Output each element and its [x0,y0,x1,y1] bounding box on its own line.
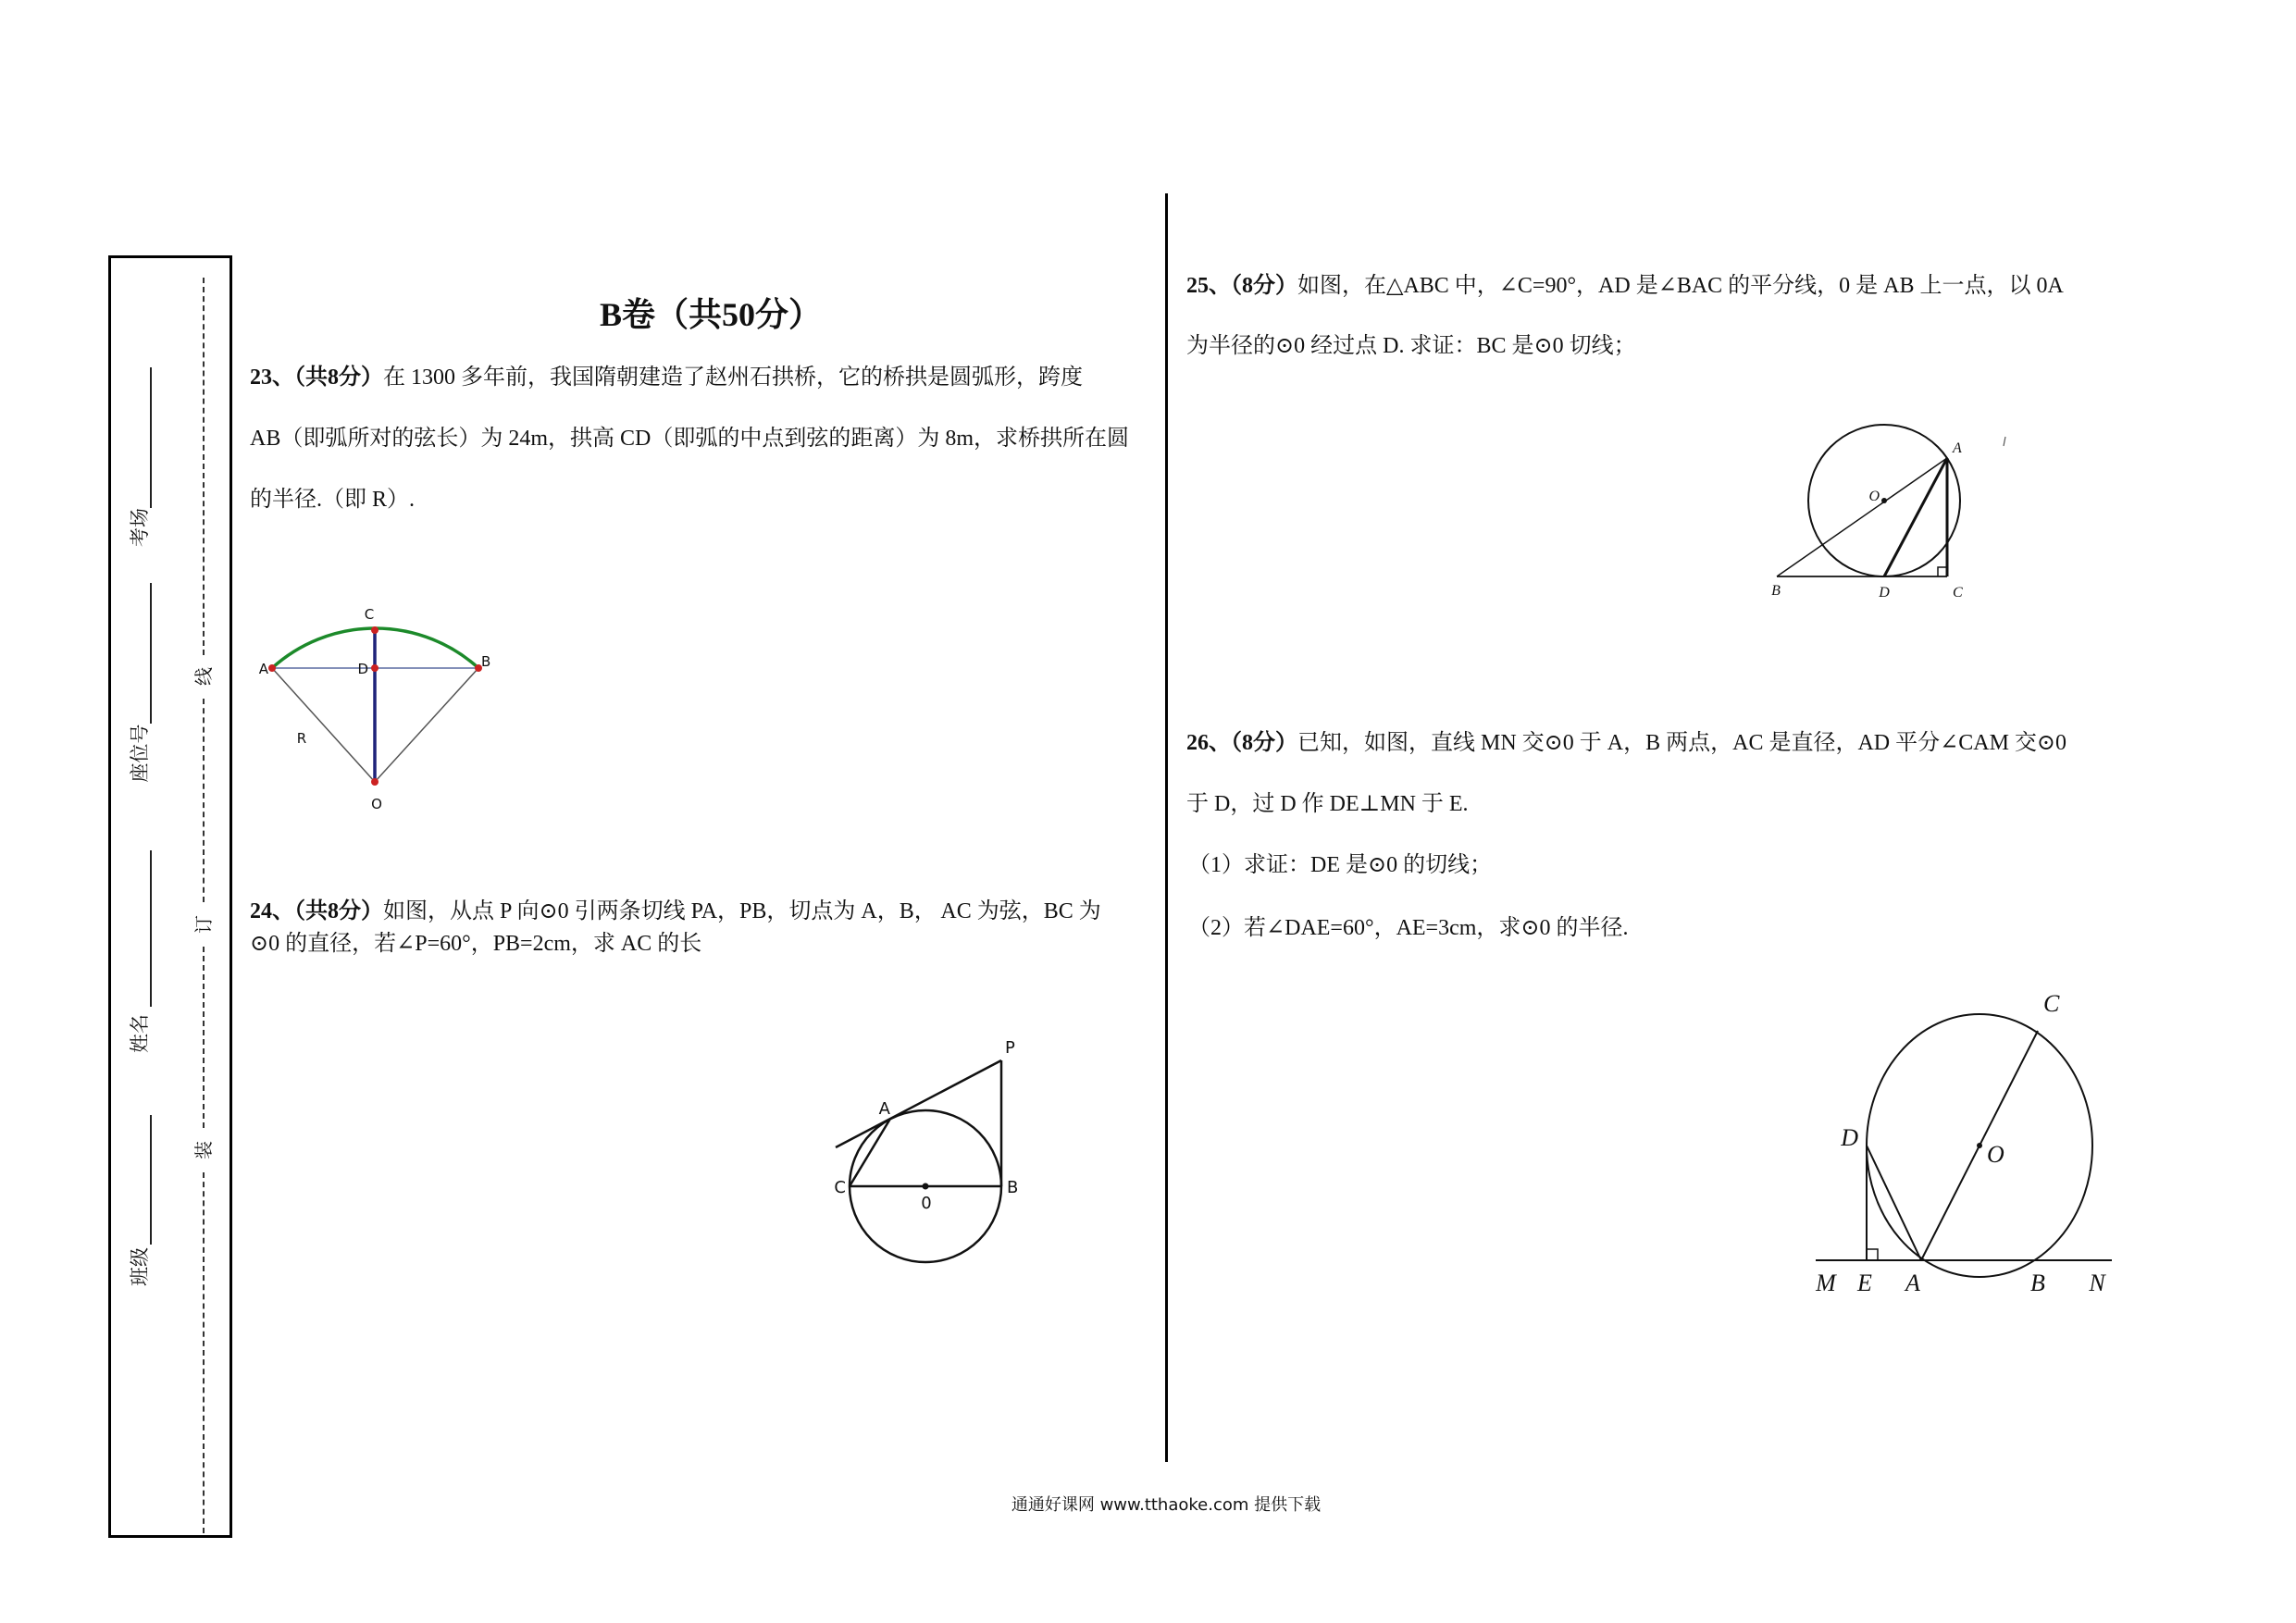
center-dot [923,1183,929,1190]
label-r: R [296,730,307,747]
label-e: E [1857,1270,1872,1296]
figure-26-circle-secant [1805,981,2119,1300]
q25-number: 25、（8分） [1186,274,1297,298]
label-o: O [1987,1141,2004,1168]
q23-line-3: 的半径.（即 R）. [250,488,416,512]
label-n: N [2089,1270,2105,1296]
figure-25-right-triangle [1758,416,2027,601]
right-angle-e [1867,1249,1878,1260]
field-exam-room: 考场 [129,508,151,547]
label-m: M [1816,1270,1836,1296]
q26-part-2: （2）若∠DAE=60°，AE=3cm，求⊙0 的半径. [1188,916,1629,940]
cut-line [203,278,205,655]
cut-line [203,1172,205,1533]
stray-tick [2004,437,2005,446]
label-c: C [1953,585,1963,601]
segment-da [1867,1146,1921,1260]
label-d: D [1879,585,1890,601]
field-underline [150,583,152,724]
label-d: D [357,661,368,677]
field-seat-number: 座位号 [129,724,151,783]
q23-line-2: AB（即弧所对的弦长）为 24m，拱高 CD（即弧的中点到弦的距离）为 8m，求桥拱所在圆 [250,427,1130,451]
center-dot [1881,498,1887,503]
label-a: A [258,661,268,677]
q24-line-2: ⊙0 的直径，若∠P=60°，PB=2cm，求 AC 的长 [250,932,702,956]
q26-line-2: 于 D，过 D 作 DE⊥MN 于 E. [1186,792,1469,816]
field-class: 班级 [129,1247,151,1286]
binding-strip [108,255,232,1538]
column-divider [1165,193,1168,1462]
q23-line-1: 23、（共8分）在 1300 多年前，我国隋朝建造了赵州石拱桥，它的桥拱是圆弧形，跨度 [250,365,1083,390]
field-underline [150,850,152,1007]
field-name: 姓名 [129,1014,151,1053]
label-c: C [834,1178,846,1197]
radius-ob [375,668,478,782]
segment-ad [1884,458,1947,576]
tangent-pa [836,1060,1001,1147]
q24-number: 24、（共8分） [250,899,383,923]
cut-line [203,699,205,902]
center-dot [1977,1143,1982,1148]
label-c: C [364,606,375,623]
label-o: O [371,796,382,812]
footer-source: 通通好课网 www.tthaoke.com 提供下载 [1011,1495,1322,1515]
label-b: B [481,653,491,670]
point-d [371,664,379,672]
point-a [268,664,276,672]
q26-line-1: 26、（8分）已知，如图，直线 MN 交⊙0 于 A，B 两点，AC 是直径，AD 平分∠CAM 交⊙0 [1186,731,2067,755]
label-b: B [1007,1178,1019,1197]
label-a: A [878,1099,890,1119]
label-o: 0 [921,1194,932,1213]
label-p: P [1005,1038,1015,1058]
cut-line [203,947,205,1128]
radius-oa [272,668,375,782]
label-a: A [1905,1270,1920,1296]
q23-number: 23、（共8分） [250,365,383,390]
label-a: A [1953,440,1962,456]
label-b: B [2030,1270,2045,1296]
figure-24-tangents [824,1036,1036,1277]
q24-line-1: 24、（共8分）如图，从点 P 向⊙0 引两条切线 PA，PB，切点为 A，B， AC 为弦，BC 为 [250,899,1101,923]
point-c [371,626,379,634]
cut-mark-xian: 线 [194,667,215,686]
q25-line-1: 25、（8分）如图，在△ABC 中，∠C=90°，AD 是∠BAC 的平分线，0 是 AB 上一点，以 0A [1186,274,2064,298]
figure-23-bridge-arch [241,592,518,824]
cut-mark-ding: 订 [194,915,215,934]
label-o: O [1868,489,1880,504]
section-title: B卷（共50分） [599,296,822,333]
cut-mark-zhuang: 装 [194,1141,215,1159]
q26-part-1: （1）求证：DE 是⊙0 的切线； [1188,853,1493,877]
q25-line-2: 为半径的⊙0 经过点 D. 求证：BC 是⊙0 切线； [1186,334,1636,358]
label-b: B [1771,583,1781,599]
label-d: D [1841,1124,1858,1151]
segment-ba [1777,458,1947,576]
q26-number: 26、（8分） [1186,731,1297,755]
point-o [371,778,379,786]
label-c: C [2043,990,2060,1017]
